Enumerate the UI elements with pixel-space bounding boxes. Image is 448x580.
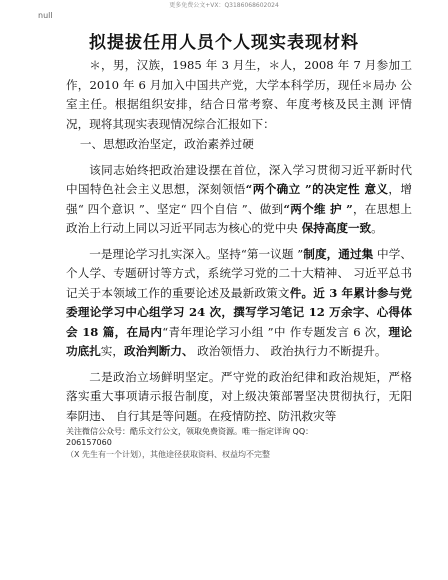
document-title: 拟提拔任用人员个人现实表现材料: [89, 33, 359, 53]
bold-span: “两个维 护 ”: [283, 201, 353, 216]
null-label: null: [38, 11, 53, 20]
text-span: 一是理论学习扎实深入。坚持“第一议题 ”: [89, 246, 304, 261]
text-span: 实，: [100, 344, 124, 358]
text-span: 政治领悟力、 政治执行力不断提升。: [193, 344, 387, 358]
top-watermark-line: 更多免费公文+VX：Q3186068602024: [169, 2, 279, 9]
ad-note: 关注微信公众号：酷乐文行公文，领取免费资源。唯一指定详询 QQ：: [66, 427, 314, 436]
text-span: 。: [371, 221, 383, 235]
bold-span: “两个确立 ”的决定性 意义: [245, 182, 389, 196]
section-1-paragraph-3: 二是政治立场鲜明坚定。严守党的政治纪律和政治规矩，严格落实重大事项请示报告制度，对上级决策部署坚决贯彻执行，无阳奉阴违、 自行其是等问题。在疫情防控、防汛救灾等: [66, 369, 412, 423]
qq-number: 206157060: [66, 438, 112, 447]
text-span: 中学、个人学、专题研讨等方式，系统学习党的二十大精神、 习近平总书记关于本领域工作的重要论述及最新政策文: [66, 246, 413, 300]
bold-span: 理论功底扎: [66, 324, 412, 358]
bold-span: 保持高度一致: [301, 221, 372, 235]
section-1-paragraph-1: [66, 161, 412, 239]
section-1-heading: 一、思想政治坚定，政治素养过硬: [79, 137, 254, 151]
section-1-paragraph-2: [66, 245, 412, 362]
document-body: [66, 56, 412, 461]
footnote: （X 先生有一个计划），其他途径获取资料、权益均不完整: [66, 450, 271, 459]
text-span: “青年理论学习小组 ”中 作专题发言 6 次，: [162, 324, 389, 339]
bold-span: 制度，通过集: [303, 246, 374, 261]
intro-paragraph: ＊，男，汉族，1985 年 3 月生，＊人，2008 年 7 月参加工 作，2010 年 6 月加入中国共产党，大学本科学历，现任＊局办 公室主任。根据组织安排，结合日常考察、年度考核及民主测 评情况，现将其现实表现情况综合汇报如下：: [66, 58, 412, 131]
text-span: ，增强“ 四个意识 ”、坚定“ 四个自信 ”、做到: [66, 182, 412, 216]
text-span: ，在思想上政治上行动上同以习近平同志为核心的党中央: [66, 201, 412, 235]
bold-span: 政治判断力、: [124, 344, 194, 358]
bold-span: 件。近 3 年累计参与党委理论学习中心组学习 24 次，撰写学习笔记 12 万余字、心得体会 18 篇，在局内: [66, 285, 412, 339]
text-span: 该同志始终把政治建设摆在首位，深入学习贯彻习近平新时代中国特色社会主义思想，深刻领悟: [66, 162, 412, 196]
